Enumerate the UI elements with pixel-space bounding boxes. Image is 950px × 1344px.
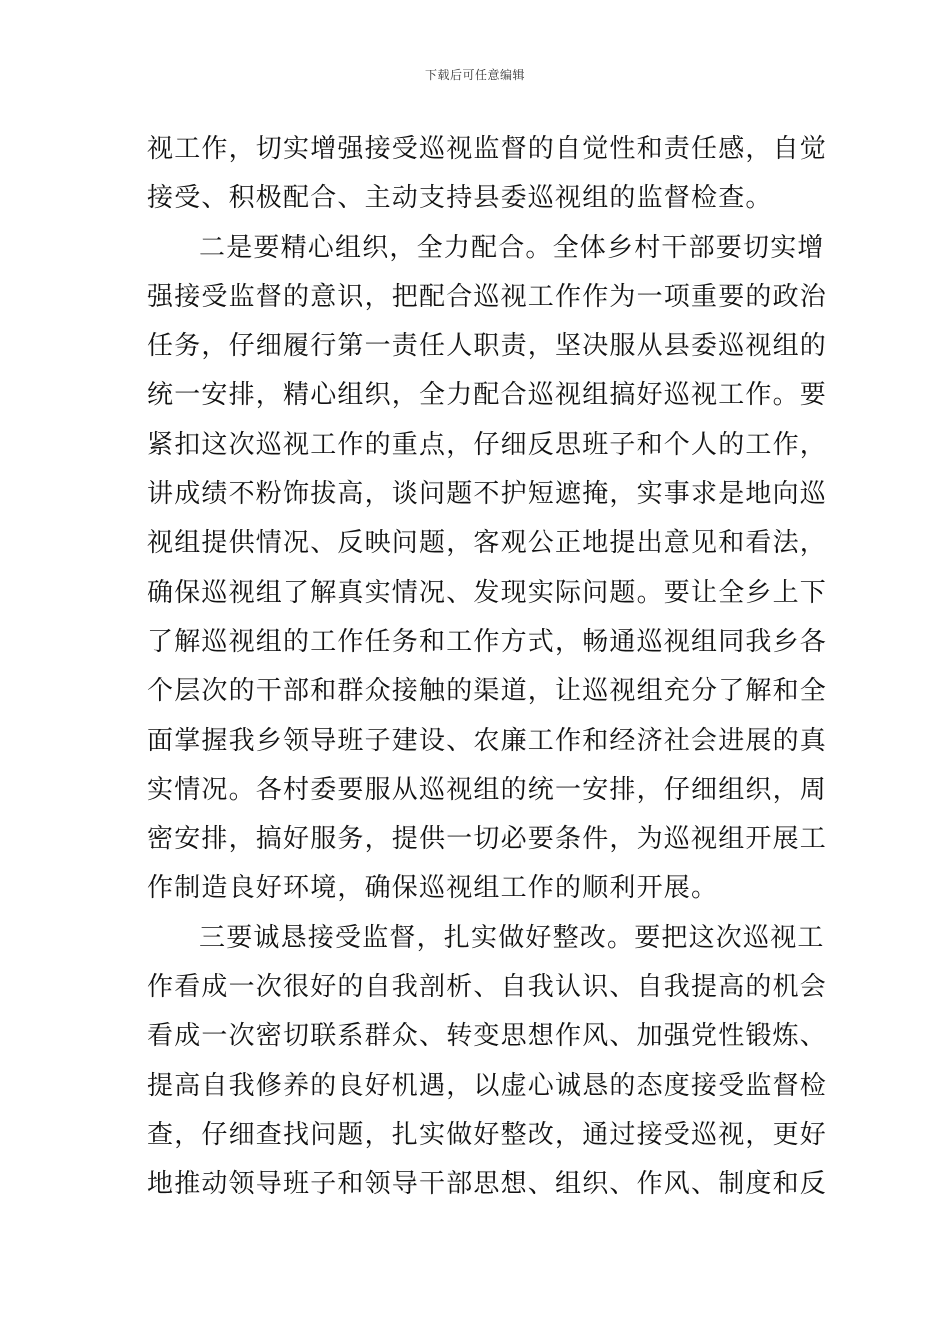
text-line: 强接受监督的意识，把配合巡视工作作为一项重要的政治 [147,281,828,312]
text-line: 面掌握我乡领导班子建设、农廉工作和经济社会进展的真 [147,725,828,756]
text-line: 作制造良好环境，确保巡视组工作的顺利开展。 [147,873,719,904]
text-line: 确保巡视组了解真实情况、发现实际问题。要让全乡上下 [147,577,828,608]
text-line: 查，仔细查找问题，扎实做好整改，通过接受巡视，更好 [147,1119,828,1150]
text-line: 紧扣这次巡视工作的重点，仔细反思班子和个人的工作， [147,429,828,460]
text-line: 三要诚恳接受监督，扎实做好整改。要把这次巡视工 [199,922,825,953]
text-line: 个层次的干部和群众接触的渠道，让巡视组充分了解和全 [147,676,828,707]
text-line: 任务，仔细履行第一责任人职责，坚决服从县委巡视组的 [147,331,828,362]
document-body [147,125,828,1210]
text-line: 视组提供情况、反映问题，客观公正地提出意见和看法， [147,528,828,559]
text-line: 提高自我修养的良好机遇，以虚心诚恳的态度接受监督检 [147,1070,828,1101]
text-line: 了解巡视组的工作任务和工作方式，畅通巡视组同我乡各 [147,626,828,657]
text-line: 视工作，切实增强接受巡视监督的自觉性和责任感，自觉 [147,134,828,164]
text-line: 实情况。各村委要服从巡视组的统一安排，仔细组织，周 [147,774,828,805]
text-line: 作看成一次很好的自我剖析、自我认识、自我提高的机会 [147,972,828,1003]
text-line: 二是要精心组织，全力配合。全体乡村干部要切实增 [199,232,825,263]
page-header: 下载后可任意编辑 [424,68,525,82]
text-line: 地推动领导班子和领导干部思想、组织、作风、制度和反 [147,1169,828,1200]
text-line: 接受、积极配合、主动支持县委巡视组的监督检查。 [147,183,773,214]
text-line: 讲成绩不粉饰拔高，谈问题不护短遮掩，实事求是地向巡 [147,479,828,510]
text-line: 看成一次密切联系群众、转变思想作风、加强党性锻炼、 [147,1021,828,1052]
text-line: 统一安排，精心组织，全力配合巡视组搞好巡视工作。要 [147,380,828,411]
text-line: 密安排，搞好服务，提供一切必要条件，为巡视组开展工 [147,824,828,855]
